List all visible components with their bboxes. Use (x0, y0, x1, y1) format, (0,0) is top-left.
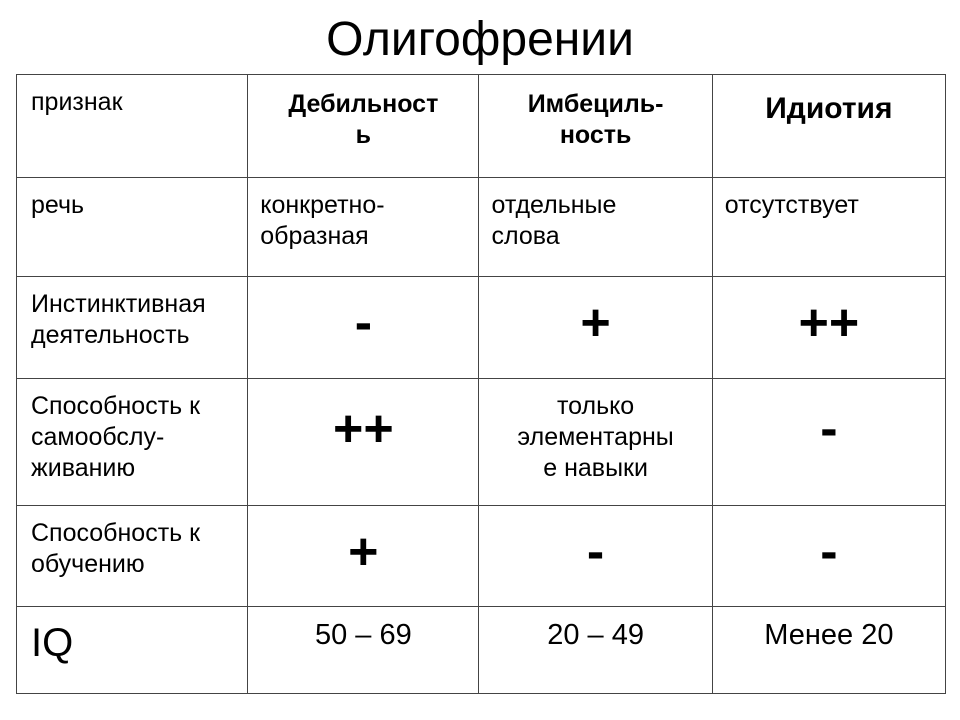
table-row-iq (17, 607, 946, 694)
table-row-learning (17, 506, 946, 607)
table-cell (248, 379, 479, 506)
row-label-cell (17, 277, 248, 379)
learning-imbecility: - (586, 523, 605, 581)
self-care-imbecility: только элементарны е навыки (517, 392, 674, 482)
table-cell (479, 506, 712, 607)
row-label-self-care: Способность к самообслу- живанию (31, 392, 201, 482)
instinct-idiocy: ++ (798, 294, 860, 352)
row-label-cell (17, 379, 248, 506)
table-cell (712, 506, 945, 607)
table-cell (479, 379, 712, 506)
table-cell (248, 277, 479, 379)
table-cell (248, 178, 479, 277)
table-header-row (17, 75, 946, 178)
self-care-idiocy: - (820, 400, 838, 458)
row-label-learning: Способность к обучению (31, 519, 201, 578)
row-label-instinct: Инстинктивная деятельность (31, 290, 206, 349)
instinct-imbecility: + (580, 294, 611, 352)
iq-debility: 50 – 69 (314, 619, 412, 651)
table-cell (479, 277, 712, 379)
table-cell (479, 607, 712, 694)
header-cell-imbecility (479, 75, 712, 178)
header-cell-debility (248, 75, 479, 178)
table-cell (248, 607, 479, 694)
row-label-cell (17, 178, 248, 277)
header-cell-sign (17, 75, 248, 178)
header-imbecility: Имбециль- ность (527, 90, 664, 149)
table-row-speech (17, 178, 946, 277)
speech-idiocy: отсутствует (724, 191, 859, 219)
learning-debility: + (348, 523, 379, 581)
table-cell (712, 379, 945, 506)
header-sign: признак (31, 88, 123, 116)
table-cell (712, 607, 945, 694)
iq-imbecility: 20 – 49 (547, 619, 644, 651)
self-care-debility: ++ (332, 400, 394, 458)
page-title: Олигофрении (326, 13, 634, 66)
table-row-instinct (17, 277, 946, 379)
oligophrenia-table (16, 74, 946, 694)
row-label-speech: речь (31, 191, 85, 219)
table-cell (248, 506, 479, 607)
header-debility: Дебильност ь (288, 90, 439, 149)
iq-idiocy: Менее 20 (764, 619, 894, 651)
table-cell (479, 178, 712, 277)
table-row-self-care (17, 379, 946, 506)
instinct-debility: - (354, 294, 373, 352)
table-cell (712, 277, 945, 379)
learning-idiocy: - (820, 523, 838, 581)
row-label-cell (17, 506, 248, 607)
header-cell-idiocy (712, 75, 945, 178)
row-label-cell (17, 607, 248, 694)
speech-debility: конкретно- образная (260, 191, 385, 250)
header-idiocy: Идиотия (765, 92, 893, 125)
row-label-iq: IQ (31, 621, 74, 665)
table-cell (712, 178, 945, 277)
speech-imbecility: отдельные слова (491, 191, 617, 250)
